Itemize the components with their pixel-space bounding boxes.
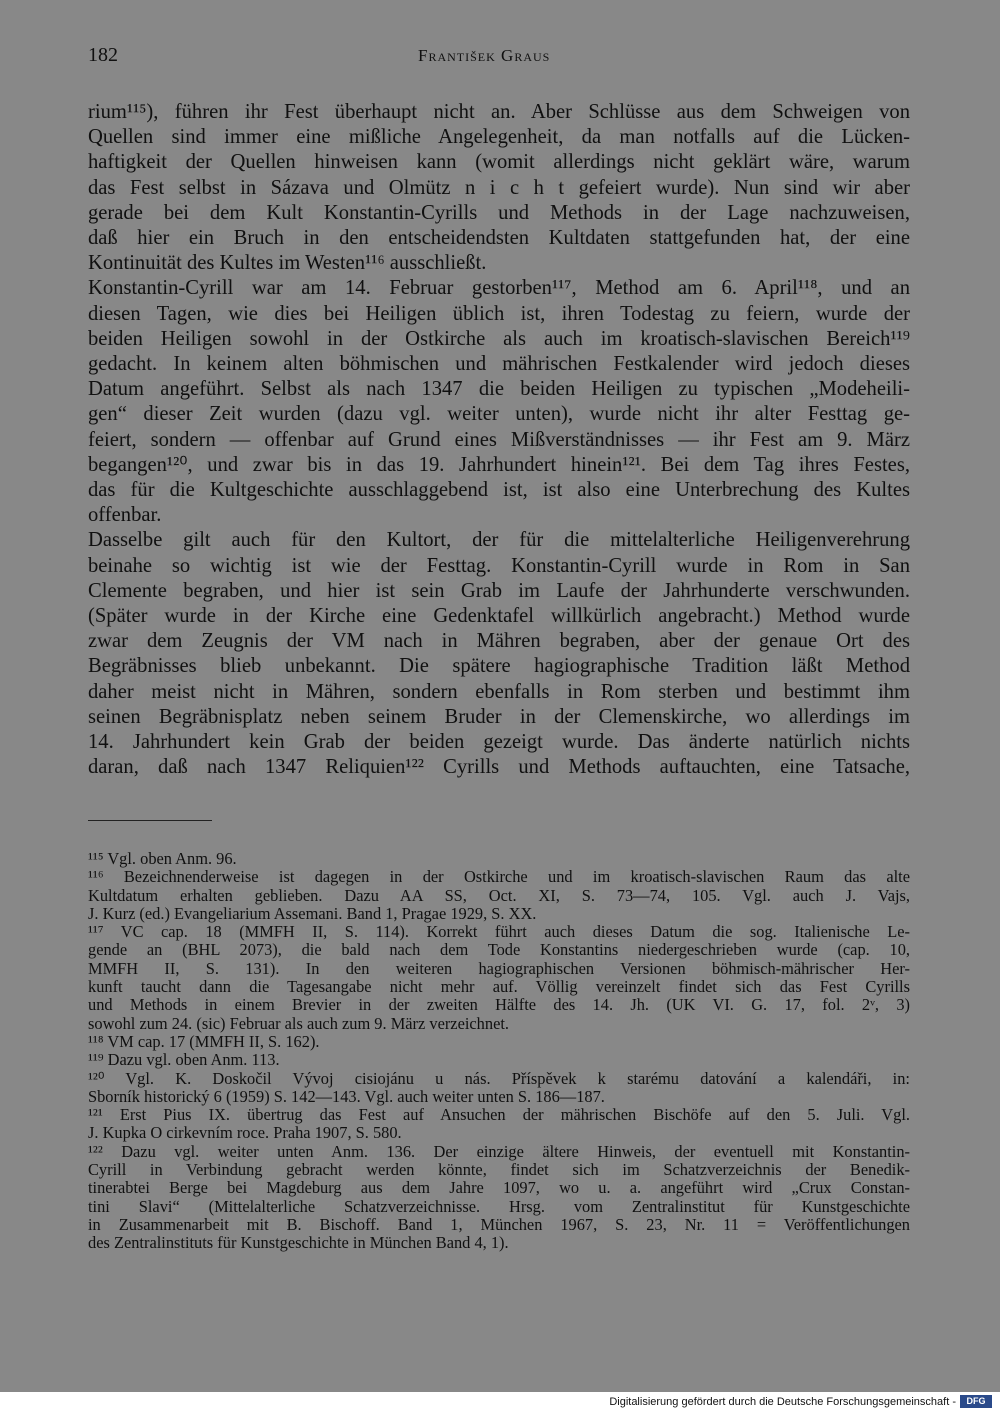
body-line: zwar dem Zeugnis der VM nach in Mähren begraben, aber der genaue Ort des [88,630,910,653]
footnotes [88,850,910,1253]
footnote-divider [88,820,212,821]
body-line: rium¹¹⁵), führen ihr Fest überhaupt nicht an. Aber Schlüsse aus dem Schweigen von [88,101,910,123]
footnote-line: Kultdatum erhalten geblieben. Dazu AA SS, Oct. XI, S. 73—74, 105. Vgl. auch J. Vajs, [88,885,910,905]
body-line: gen“ dieser Zeit wurden (dazu vgl. weiter unten), wurde nicht ihr alter Festtag ge- [88,403,910,426]
footnote-line: Sborník historický 6 (1959) S. 142—143. Vgl. auch weiter unten S. 186—187. [88,1086,605,1106]
footnote-line: ¹¹⁶ Bezeichnenderweise ist dagegen in der Ostkirche und im kroatisch-slavischen Raum das alte [88,867,910,887]
body-line: feiert, sondern — offenbar auf Grund eines Mißverständnisses — ihr Fest am 9. März [88,428,910,451]
body-line: diesen Tagen, wie dies bei Heiligen üblich ist, ihren Todestag zu feiern, wurde der [88,302,910,325]
body-line: gerade bei dem Kult Konstantin-Cyrills und Methods in der Lage nachzuweisen, [88,201,910,224]
footnote-line: des Zentralinstituts für Kunstgeschichte in München Band 4, 1). [88,1233,509,1253]
running-head: František Graus [418,46,551,65]
footnote-line: und Methods in einem Brevier in der zweiten Hälfte des 14. Jh. (UK VI. G. 17, fol. 2ᵛ, 3) [88,995,910,1015]
body-line: (Später wurde in der Kirche eine Gedenktafel willkürlich angebracht.) Method wurde [88,605,910,628]
body-line: Quellen sind immer eine mißliche Angelegenheit, da man notfalls auf die Lücken- [88,126,910,149]
body-line: Begräbnisses blieb unbekannt. Die spätere hagiographische Tradition läßt Method [88,655,910,678]
footnote-line: ¹¹⁵ Vgl. oben Anm. 96. [88,849,237,868]
footnote-line: ¹¹⁹ Dazu vgl. oben Anm. 113. [88,1050,280,1070]
page-number: 182 [88,44,118,66]
body-line: begangen¹²⁰, und zwar bis in das 19. Jahrhundert hinein¹²¹. Bei dem Tag ihres Festes, [88,453,910,476]
body-text [88,100,910,780]
body-line: Datum angeführt. Selbst als nach 1347 die beiden Heiligen zu typischen „Modeheili- [88,378,910,401]
body-line: daher meist nicht in Mähren, sondern ebenfalls in Rom sterben und bestimmt ihm [88,680,910,703]
body-line: daß hier ein Bruch in den entscheidendsten Kultdaten stattgefunden hat, der eine [88,227,910,250]
footnote-line: tini Slavi“ (Mittelalterliche Schatzverzeichnisse. Hrsg. vom Zentralinstitut für Kunstgeschichte [88,1196,910,1216]
footnote-line: J. Kurz (ed.) Evangeliarium Assemani. Band 1, Pragae 1929, S. XX. [88,903,537,923]
footnote-line: ¹²⁰ Vgl. K. Doskočil Vývoj cisiojánu u nás. Příspěvek k starému datování a kalendáři, in: [88,1068,910,1088]
body-line: Dasselbe gilt auch für den Kultort, der für die mittelalterliche Heiligenverehrung [88,529,910,552]
body-line: Kontinuität des Kultes im Westen¹¹⁶ ausschließt. [88,252,487,275]
footnote-line: ¹²² Dazu vgl. weiter unten Anm. 136. Der einzige ältere Hinweis, der eventuell mit Konstantin- [88,1141,910,1161]
footnote-line: Cyrill in Verbindung gebracht werden könnte, findet sich im Schatzverzeichnis der Benedik- [88,1160,910,1180]
body-line: 14. Jahrhundert kein Grab der beiden gezeigt wurde. Das änderte natürlich nichts [88,731,910,754]
footnote-line: tinerabtei Berge bei Magdeburg aus dem Jahre 1097, wo u. a. angeführt wird „Crux Constan- [88,1178,910,1198]
footnote-line: sowohl zum 24. (sic) Februar als auch zum 9. März verzeichnet. [88,1013,510,1033]
body-line: seinen Begräbnisplatz neben seinem Bruder in der Clemenskirche, wo allerdings im [88,705,910,728]
footnote-line: in Zusammenarbeit mit B. Bischoff. Band 1, München 1967, S. 23, Nr. 11 = Veröffentlichungen [88,1214,910,1234]
footnote-line: gende an (BHL 2073), die bald nach dem Tode Konstantins niedergeschrieben wurde (cap. 10, [88,940,910,960]
body-line: daran, daß nach 1347 Reliquien¹²² Cyrills und Methods auftauchten, eine Tatsache, [88,756,910,779]
footnote-line: J. Kupka O cirkevním roce. Praha 1907, S. 580. [88,1123,402,1143]
footnote-line: kunft taucht dann die Tagesangabe nicht mehr auf. Völlig vereinzelt findet sich das Fest Cyrills [88,977,910,997]
body-line: Konstantin-Cyrill war am 14. Februar gestorben¹¹⁷, Method am 6. April¹¹⁸, und an [88,277,910,300]
footnote-line: ¹¹⁷ VC cap. 18 (MMFH II, S. 114). Korrekt führt auch dieses Datum die sog. Italienische Le- [88,922,910,942]
page-header [88,44,910,74]
dfg-logo-icon: DFG [960,1395,992,1408]
body-line: offenbar. [88,504,162,527]
body-line: beiden Heiligen sowohl in der Ostkirche als auch im kroatisch-slavischen Bereich¹¹⁹ [88,327,910,350]
body-line: das Fest selbst in Sázava und Olmütz n i c h t gefeiert wurde). Nun sind wir aber [88,176,910,199]
body-line: das für die Kultgeschichte ausschlaggebend ist, ist also eine Unterbrechung des Kultes [88,479,910,502]
body-line: gedacht. In keinem alten böhmischen und mährischen Festkalender wird jedoch dieses [88,353,910,376]
body-line: haftigkeit der Quellen hinweisen kann (womit allerdings nicht geklärt wäre, warum [88,151,910,174]
footnote-line: MMFH II, S. 131). In den weiteren hagiographischen Versionen böhmisch-mährischer Her- [88,958,910,978]
footnote-line: ¹¹⁸ VM cap. 17 (MMFH II, S. 162). [88,1031,320,1051]
funding-notice: Digitalisierung gefördert durch die Deutsche Forschungsgemeinschaft - [609,1396,956,1408]
footnote-line: ¹²¹ Erst Pius IX. übertrug das Fest auf Ansuchen der mährischen Bischöfe auf den 5. Juli. Vgl. [88,1105,910,1125]
body-line: beinahe so wichtig ist wie der Festtag. Konstantin-Cyrill wurde in Rom in San [88,554,910,577]
body-line: Clemente begraben, und hier ist sein Grab im Laufe der Jahrhunderte verschwunden. [88,579,910,602]
